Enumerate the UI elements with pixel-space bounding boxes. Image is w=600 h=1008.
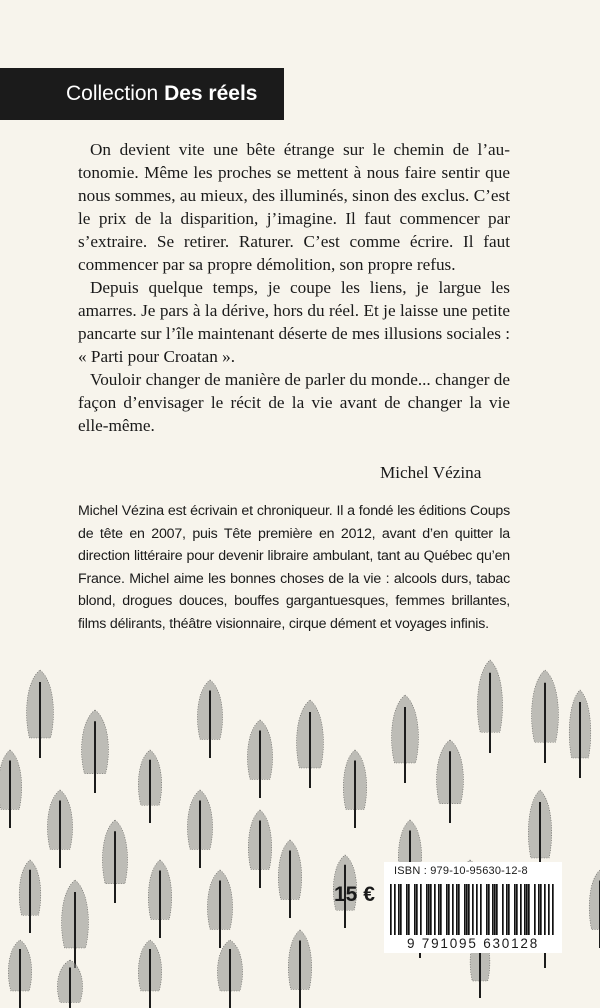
tree xyxy=(8,940,31,1008)
barcode-bar xyxy=(440,884,442,936)
barcode-bar xyxy=(438,884,440,936)
barcode-bar xyxy=(544,884,546,936)
barcode-bar xyxy=(398,884,400,936)
quote-paragraph: Vouloir changer de manière de parler du monde... changer de façon d’envisager le récit de la vie avant de changer la vie elle-même. xyxy=(78,370,510,435)
tree xyxy=(477,660,502,753)
barcode-bar xyxy=(552,884,554,936)
quote-signature: Michel Vézina xyxy=(380,463,482,482)
tree xyxy=(197,680,222,758)
barcode-bar xyxy=(406,884,408,936)
isbn-label: ISBN : 979-10-95630-12-8 xyxy=(394,865,528,877)
tree xyxy=(27,670,54,758)
tree xyxy=(589,870,600,948)
tree xyxy=(207,870,232,948)
tree xyxy=(102,820,127,903)
tree xyxy=(569,690,591,778)
barcode-bar xyxy=(506,884,508,936)
barcode-bar xyxy=(496,884,498,936)
barcode-bar xyxy=(408,884,410,936)
tree xyxy=(297,700,324,788)
tree xyxy=(47,790,72,868)
tree xyxy=(278,840,301,918)
tree xyxy=(343,750,366,828)
barcode-bar xyxy=(508,884,510,936)
barcode-bar xyxy=(538,884,540,936)
quote-paragraph: On devient vite une bête étrange sur le chemin de l’autonomie. Même les proches se mettent à nous faire sentir que nous sommes, au mieux, des illuminés, sinon des exclus. C’est le prix de la disparition, j’imagine. Il faut commencer par s’extraire. Se retirer. Raturer. C’est comme écrire. Il faut commencer par sa propre démolition, son propre refus. xyxy=(78,140,510,274)
back-cover-quote xyxy=(78,138,510,437)
barcode-bar xyxy=(464,884,466,936)
tree xyxy=(247,720,272,798)
barcode-bar xyxy=(468,884,470,936)
author-bio xyxy=(78,500,510,635)
barcode-bar xyxy=(414,884,416,936)
barcode-bar xyxy=(492,884,494,936)
barcode-bar xyxy=(534,884,536,936)
price: 15 € xyxy=(334,883,375,906)
bio-text: Michel Vézina est écrivain et chroniqueur. Il a fondé les éditions Coups de tête en 2007, puis Tête première en 2012, avant d’en quitter la direction littéraire pour devenir libraire ambulant, tant au Québec qu’en France. Michel aime les bonnes choses de la vie : alcools durs, tabac blond, drogues douces, bouffes gargantuesques, femmes brillantes, films délirants, théâtre visionnaire, cirque dément et voyages infinis. xyxy=(78,503,510,632)
barcode-bar xyxy=(514,884,516,936)
tree xyxy=(82,710,109,793)
tree xyxy=(148,860,171,938)
barcode-bar xyxy=(446,884,448,936)
barcode-bar xyxy=(476,884,478,936)
tree xyxy=(138,750,161,823)
tree xyxy=(217,940,242,1008)
barcode-bar xyxy=(488,884,490,936)
barcode-bar xyxy=(480,884,482,936)
barcode-bar xyxy=(434,884,436,936)
barcode-bar xyxy=(494,884,496,936)
barcode-bar xyxy=(524,884,526,936)
tree xyxy=(187,790,212,868)
barcode-bar xyxy=(540,884,542,936)
barcode-bar xyxy=(458,884,460,936)
tree xyxy=(532,670,559,763)
barcode-bar xyxy=(528,884,530,936)
quote-paragraph: Depuis quelque temps, je coupe les liens, je largue les amarres. Je pars à la dérive, hors du réel. Et je laisse une petite pancarte sur l’île maintenant déserte de mes illusions sociales : « Parti pour Croatan ». xyxy=(78,278,510,366)
barcode-bar xyxy=(420,884,422,936)
tree xyxy=(392,695,419,783)
collection-name: Des réels xyxy=(164,82,258,105)
collection-prefix: Collection xyxy=(66,82,159,105)
barcode-bar xyxy=(428,884,430,936)
barcode-bar xyxy=(472,884,474,936)
barcode-bar xyxy=(394,884,396,936)
barcode-bar xyxy=(448,884,450,936)
tree xyxy=(19,860,41,933)
barcode-digits: 9 791095 630128 xyxy=(384,935,562,953)
barcode-bar xyxy=(520,884,522,936)
barcode-bar xyxy=(466,884,468,936)
tree xyxy=(437,740,464,823)
barcode-bar xyxy=(486,884,488,936)
tree xyxy=(57,960,82,1008)
tree xyxy=(62,880,89,968)
tree xyxy=(0,750,22,828)
collection-banner xyxy=(0,68,284,120)
barcode-bar xyxy=(416,884,418,936)
barcode-bar xyxy=(516,884,518,936)
barcode-bar xyxy=(452,884,454,936)
barcode-bar xyxy=(426,884,428,936)
barcode-bar xyxy=(548,884,550,936)
tree xyxy=(288,930,311,1008)
tree xyxy=(248,810,271,888)
barcode-bar xyxy=(526,884,528,936)
tree xyxy=(138,940,161,1008)
barcode-bar xyxy=(502,884,504,936)
barcode-bar xyxy=(400,884,402,936)
barcode-bar xyxy=(390,884,392,936)
barcode-bar xyxy=(456,884,458,936)
barcode-bar xyxy=(430,884,432,936)
